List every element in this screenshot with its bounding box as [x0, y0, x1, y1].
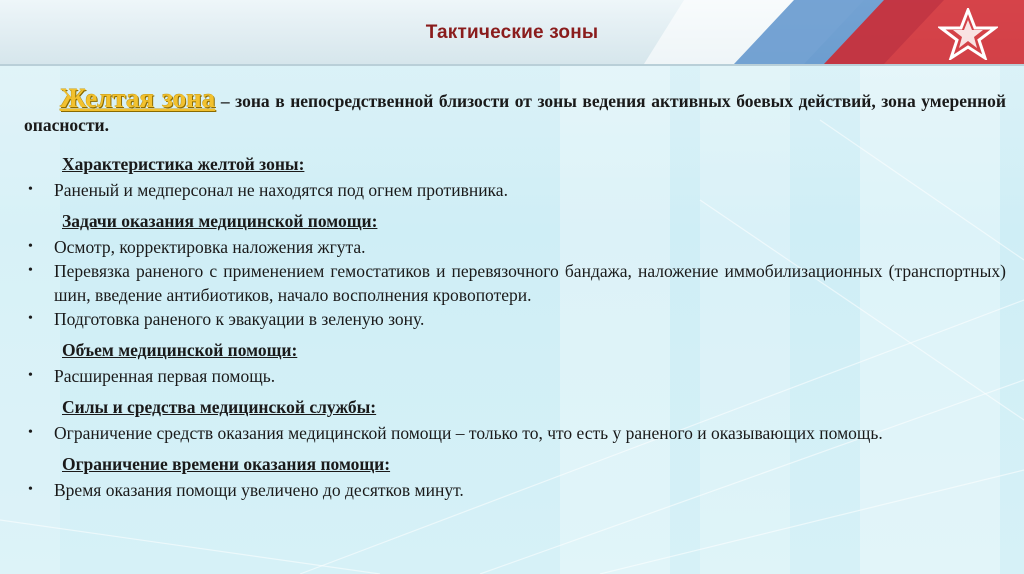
section-title: Характеристика желтой зоны:	[62, 154, 305, 174]
bullet-icon: •	[28, 311, 33, 326]
bullet-icon: •	[28, 182, 33, 197]
section-title: Силы и средства медицинской службы:	[62, 397, 377, 417]
slide-header	[0, 0, 1024, 66]
list-item: • Перевязка раненого с применением гемостатиков и перевязочного бандажа, наложение иммобилизационных (транспортных) шин, введение антибиотиков, начало восполнения кровопотери.	[28, 261, 1006, 305]
bullet-icon: •	[28, 263, 33, 278]
bullet-icon: •	[28, 425, 33, 440]
section-characteristics	[24, 153, 1006, 202]
bullet-icon: •	[28, 239, 33, 254]
list-item: • Расширенная первая помощь.	[28, 366, 276, 386]
list-item: • Осмотр, корректировка наложения жгута.	[28, 237, 366, 257]
list-item: • Ограничение средств оказания медицинской помощи – только то, что есть у раненого и оказывающих помощь.	[28, 423, 883, 443]
page-title: Тактические зоны	[425, 22, 599, 43]
bullet-list	[24, 421, 1006, 445]
section-time-limit	[24, 453, 1006, 502]
intro-text: – зона в непосредственной близости от зоны ведения активных боевых действий, зона умеренной опасности.	[24, 91, 1006, 135]
section-title: Объем медицинской помощи:	[62, 340, 298, 360]
bullet-list	[24, 235, 1006, 331]
section-title: Задачи оказания медицинской помощи:	[62, 211, 378, 231]
section-title: Ограничение времени оказания помощи:	[62, 454, 391, 474]
list-item: • Раненый и медперсонал не находятся под огнем противника.	[28, 180, 508, 200]
bullet-icon: •	[28, 368, 33, 383]
section-volume	[24, 339, 1006, 388]
slide-content	[24, 83, 1006, 510]
bullet-list	[24, 364, 1006, 388]
intro-paragraph	[24, 83, 1006, 137]
section-forces	[24, 396, 1006, 445]
zone-name: Желтая зона	[60, 83, 216, 113]
list-item: • Время оказания помощи увеличено до десятков минут.	[28, 480, 464, 500]
bullet-list	[24, 178, 1006, 202]
list-item: • Подготовка раненого к эвакуации в зеленую зону.	[28, 309, 425, 329]
bullet-list	[24, 478, 1006, 502]
bullet-icon: •	[28, 482, 33, 497]
section-tasks	[24, 210, 1006, 331]
